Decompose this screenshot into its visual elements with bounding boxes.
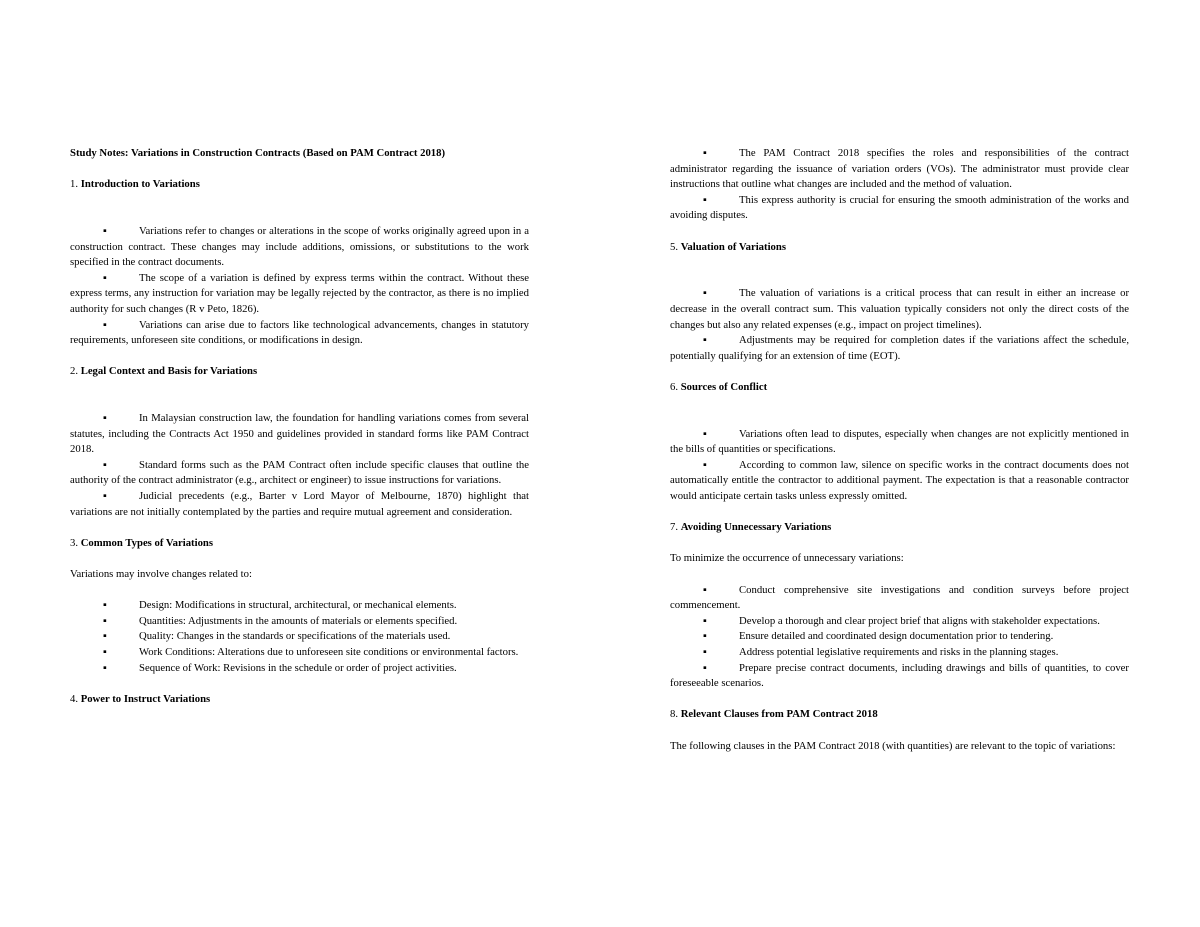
list-item: ▪ Variations often lead to disputes, especially when changes are not explicitly mentioned in the bills of quantities or specifications.	[670, 427, 1129, 456]
section-7-list	[670, 583, 1129, 692]
bullet-icon: ▪	[103, 490, 107, 503]
bullet-icon: ▪	[703, 646, 707, 658]
bullet-icon: ▪	[103, 614, 107, 627]
section-2-heading: 2. Legal Context and Basis for Variations	[70, 365, 258, 378]
bullet-icon: ▪	[103, 271, 107, 284]
list-item: ▪ This express authority is crucial for ensuring the smooth administration of the works and avoiding disputes.	[670, 193, 1129, 222]
document-title: Study Notes: Variations in Construction Contracts (Based on PAM Contract 2018)	[70, 147, 446, 159]
section-6-heading: 6. Sources of Conflict	[670, 380, 768, 393]
right-column	[670, 146, 1129, 770]
list-item: ▪ Adjustments may be required for completion dates if the variations affect the schedule, potentially qualifying for an extension of time (EOT).	[670, 334, 1129, 362]
section-6-list	[670, 427, 1129, 505]
bullet-icon: ▪	[703, 614, 707, 627]
section-3-intro: Variations may involve changes related to:	[70, 568, 252, 581]
section-3-list	[70, 598, 529, 676]
section-1-list	[70, 224, 529, 349]
bullet-icon: ▪	[103, 412, 107, 425]
bullet-icon: ▪	[103, 646, 107, 658]
bullet-icon: ▪	[103, 318, 107, 331]
list-item: ▪ The valuation of variations is a critical process that can result in either an increase or decrease in the overall contract sum. This valuation typically considers not only the direct costs of the changes but also any related expenses (e.g., impact on project timelines).	[670, 287, 1129, 331]
list-item: ▪ The PAM Contract 2018 specifies the roles and responsibilities of the contract administrator regarding the issuance of variation orders (VOs). The administrator must provide clear instructions that outline what changes are included and the method of valuation.	[670, 147, 1129, 191]
list-item: ▪ Work Conditions: Alterations due to unforeseen site conditions or environmental factors.	[70, 645, 529, 661]
bullet-icon: ▪	[703, 661, 707, 674]
bullet-icon: ▪	[703, 427, 707, 440]
list-item: ▪ Standard forms such as the PAM Contract often include specific clauses that outline the authority of the contract administrator (e.g., architect or engineer) to issue instructions for variations.	[70, 458, 529, 487]
list-item: ▪ Design: Modifications in structural, architectural, or mechanical elements.	[70, 598, 529, 614]
list-item: ▪ Sequence of Work: Revisions in the schedule or order of project activities.	[70, 661, 529, 677]
section-8-heading: 8. Relevant Clauses from PAM Contract 2018	[670, 708, 878, 721]
bullet-icon: ▪	[703, 583, 707, 596]
bullet-icon: ▪	[703, 193, 707, 206]
section-7-heading: 7. Avoiding Unnecessary Variations	[670, 521, 832, 534]
list-item: ▪ Develop a thorough and clear project brief that aligns with stakeholder expectations.	[670, 614, 1129, 630]
list-item: ▪ Variations can arise due to factors like technological advancements, changes in statutory requirements, unforeseen site conditions, or modifications in design.	[70, 318, 529, 347]
section-5-list	[670, 286, 1129, 364]
list-item: ▪ Quality: Changes in the standards or specifications of the materials used.	[70, 629, 529, 645]
section-8-intro: The following clauses in the PAM Contract 2018 (with quantities) are relevant to the topic of variations:	[670, 739, 1116, 752]
section-5-heading: 5. Valuation of Variations	[670, 240, 787, 253]
bullet-icon: ▪	[703, 147, 707, 159]
list-item: ▪ Conduct comprehensive site investigations and condition surveys before project commencement.	[670, 583, 1129, 612]
list-item: ▪ Variations refer to changes or alterations in the scope of works originally agreed upon in a construction contract. These changes may include additions, omissions, or substitutions to the work specified in the contract documents.	[70, 224, 529, 269]
bullet-icon: ▪	[703, 630, 707, 643]
section-7-intro: To minimize the occurrence of unnecessary variations:	[670, 552, 904, 565]
section-1-heading: 1. Introduction to Variations	[70, 178, 200, 191]
list-item: ▪ Ensure detailed and coordinated design documentation prior to tendering.	[670, 629, 1129, 645]
bullet-icon: ▪	[103, 661, 107, 674]
section-4-heading: 4. Power to Instruct Variations	[70, 692, 211, 705]
list-item: ▪ In Malaysian construction law, the foundation for handling variations comes from several statutes, including the Contracts Act 1950 and guidelines provided in standard forms like PAM Contract 2018.	[70, 412, 529, 456]
bullet-icon: ▪	[103, 630, 107, 643]
list-item: ▪ Judicial precedents (e.g., Barter v Lord Mayor of Melbourne, 1870) highlight that variations are not initially contemplated by the parties and require mutual agreement and consideration.	[70, 490, 529, 518]
bullet-icon: ▪	[103, 458, 107, 471]
list-item: ▪ The scope of a variation is defined by express terms within the contract. Without these express terms, any instruction for variation may be legally rejected by the contractor, as there is no implied authority for such changes (R v Peto, 1826).	[70, 271, 529, 315]
section-2-list	[70, 411, 529, 520]
list-item: ▪ Prepare precise contract documents, including drawings and bills of quantities, to cover foreseeable scenarios.	[670, 661, 1129, 690]
list-item: ▪ Quantities: Adjustments in the amounts of materials or elements specified.	[70, 614, 529, 630]
bullet-icon: ▪	[703, 458, 707, 471]
list-item: ▪ According to common law, silence on specific works in the contract documents does not automatically entitle the contractor to additional payment. The expectation is that a reasonable contractor would anticipate certain tasks unless expressly omitted.	[670, 458, 1129, 503]
bullet-icon: ▪	[103, 599, 107, 612]
bullet-icon: ▪	[703, 287, 707, 300]
left-column	[70, 146, 529, 723]
bullet-icon: ▪	[103, 224, 107, 237]
list-item: ▪ Address potential legislative requirements and risks in the planning stages.	[670, 645, 1129, 661]
section-3-heading: 3. Common Types of Variations	[70, 536, 214, 549]
bullet-icon: ▪	[703, 334, 707, 347]
section-4-list	[670, 146, 1129, 224]
